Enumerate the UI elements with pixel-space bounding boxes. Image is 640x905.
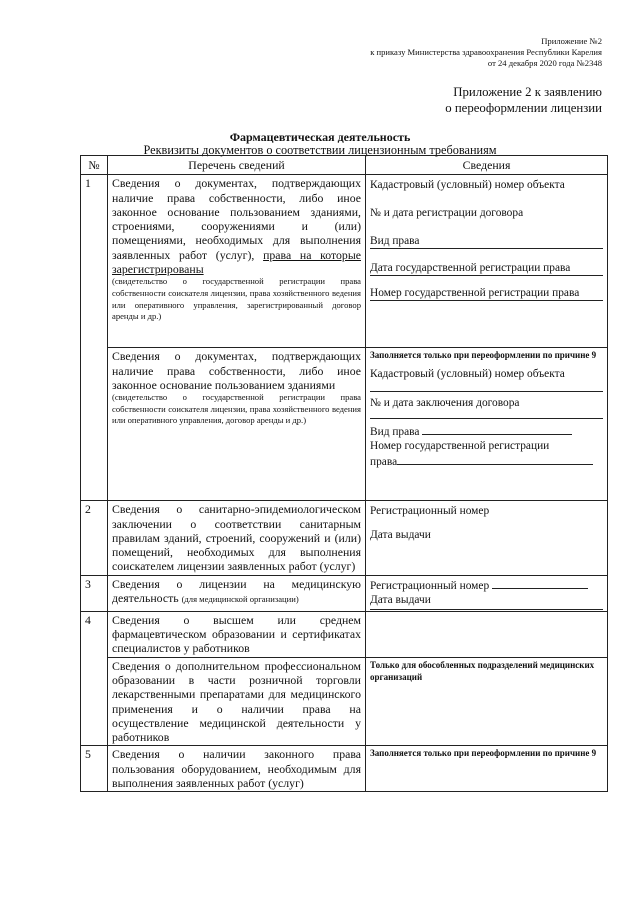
row-details bbox=[366, 348, 608, 501]
appendix-line-1: Приложение 2 к заявлению bbox=[453, 85, 602, 99]
row-description: Сведения о санитарно-эпидемиологическом заключении о соответствии санитарным правилам зданий, строений, сооружений и (или) помещений, необходимых для выполнения соискателем лицензии заявленных работ (услуг) bbox=[108, 501, 366, 575]
row-description-note: (для медицинской организации) bbox=[181, 594, 299, 605]
row-description-note: (свидетельство о государственной регистрации права собственности соискателя лицензии, права хозяйственного ведения или оперативного управления, зарегистрированный договор аренды и др.) bbox=[112, 276, 361, 322]
contract-conclusion-field[interactable]: № и дата заключения договора bbox=[370, 396, 603, 419]
order-line: к приказу Министерства здравоохранения Республики Карелия bbox=[370, 47, 602, 57]
row-number: 5 bbox=[81, 746, 108, 792]
table-header-row bbox=[81, 156, 608, 175]
table-row bbox=[81, 657, 608, 746]
row-details bbox=[366, 175, 608, 348]
fill-condition-note: Заполняется только при переоформлении по причине 9 bbox=[370, 350, 597, 361]
registration-date-field[interactable]: Дата государственной регистрации права bbox=[370, 261, 603, 276]
row-details[interactable] bbox=[366, 611, 608, 657]
row-number: 4 bbox=[81, 611, 108, 746]
registration-number-field[interactable]: Номер государственной регистрации bbox=[370, 440, 550, 453]
row-details bbox=[366, 575, 608, 611]
row-description-note: (свидетельство о государственной регистрации права собственности соискателя лицензии, права хозяйственного ведения или оперативного управления, договор аренды и др.) bbox=[112, 392, 361, 426]
cadastral-number-field[interactable]: Кадастровый (условный) номер объекта bbox=[370, 179, 565, 192]
order-date-line: от 24 декабря 2020 года №2348 bbox=[487, 58, 602, 68]
row-description: Сведения о высшем или среднем фармацевтическом образовании и сертификатах специалистов у работников bbox=[108, 611, 366, 657]
row-details bbox=[366, 501, 608, 575]
application-appendix-block bbox=[302, 84, 602, 116]
registration-number-field[interactable]: Регистрационный номер bbox=[370, 505, 490, 518]
cadastral-number-field[interactable]: Кадастровый (условный) номер объекта bbox=[370, 367, 603, 392]
fill-condition-note: Заполняется только при переоформлении по причине 9 bbox=[370, 748, 597, 759]
row-details bbox=[366, 657, 608, 746]
registration-number-field-cont[interactable]: права bbox=[370, 453, 603, 469]
row-description: Сведения о наличии законного права пользования оборудованием, необходимым для выполнения заявленных работ (услуг) bbox=[108, 746, 366, 792]
table-row bbox=[81, 501, 608, 575]
fill-condition-note: Только для обособленных подразделений медицинских организаций bbox=[370, 659, 595, 682]
appendix-line-2: о переоформлении лицензии bbox=[445, 101, 602, 115]
table-row bbox=[81, 575, 608, 611]
table-row bbox=[81, 611, 608, 657]
row-description: Сведения о документах, подтверждающих наличие права собственности, либо иное законное основание пользованием зданиями, строениями, сооружениями и (или) помещениями, необходимых для выполнения заявленных работ (услуг), права на которые зарегистрированы (свидетельство о государственной регистрации права собственности соискателя лицензии, права хозяйственного ведения или оперативного управления, зарегистрированный договор аренды и др.) bbox=[108, 175, 366, 348]
row-details bbox=[366, 746, 608, 792]
appendix-number: Приложение №2 bbox=[541, 36, 602, 46]
table-row bbox=[81, 746, 608, 792]
column-header-number: № bbox=[81, 156, 108, 175]
table-row bbox=[81, 175, 608, 348]
table-row bbox=[81, 348, 608, 501]
row-number: 2 bbox=[81, 501, 108, 575]
right-type-field[interactable]: Вид права bbox=[370, 234, 603, 249]
requisites-table bbox=[80, 155, 608, 792]
row-description: Сведения о лицензии на медицинскую деятельность (для медицинской организации) bbox=[108, 575, 366, 611]
column-header-details: Сведения bbox=[366, 156, 608, 175]
issue-date-field[interactable]: Дата выдачи bbox=[370, 529, 431, 542]
registered-rights-text: права на которые зарегистрированы bbox=[112, 247, 361, 277]
right-type-field[interactable]: Вид права bbox=[370, 423, 603, 439]
document-subtitle: Реквизиты документов о соответствии лицензионным требованиям bbox=[143, 143, 497, 157]
contract-registration-field[interactable]: № и дата регистрации договора bbox=[370, 207, 524, 220]
registration-number-field[interactable]: Номер государственной регистрации права bbox=[370, 286, 603, 301]
column-header-list: Перечень сведений bbox=[108, 156, 366, 175]
row-number: 3 bbox=[81, 575, 108, 611]
row-description: Сведения о дополнительном профессиональном образовании в части розничной торговли лекарственными препаратами для медицинского применения и о наличии права на осуществление медицинской деятельности у работников bbox=[108, 657, 366, 746]
row-description: Сведения о документах, подтверждающих наличие права собственности, либо иное законное основание пользованием зданиями (свидетельство о государственной регистрации права собственности соискателя лицензии, права хозяйственного ведения или оперативного управления, договор аренды и др.) bbox=[108, 348, 366, 501]
registration-number-field[interactable]: Регистрационный номер bbox=[370, 577, 603, 593]
document-title: Фармацевтическая деятельность bbox=[229, 130, 411, 144]
order-reference-block bbox=[282, 36, 602, 69]
row-number: 1 bbox=[81, 175, 108, 501]
issue-date-field[interactable]: Дата выдачи bbox=[370, 593, 603, 610]
